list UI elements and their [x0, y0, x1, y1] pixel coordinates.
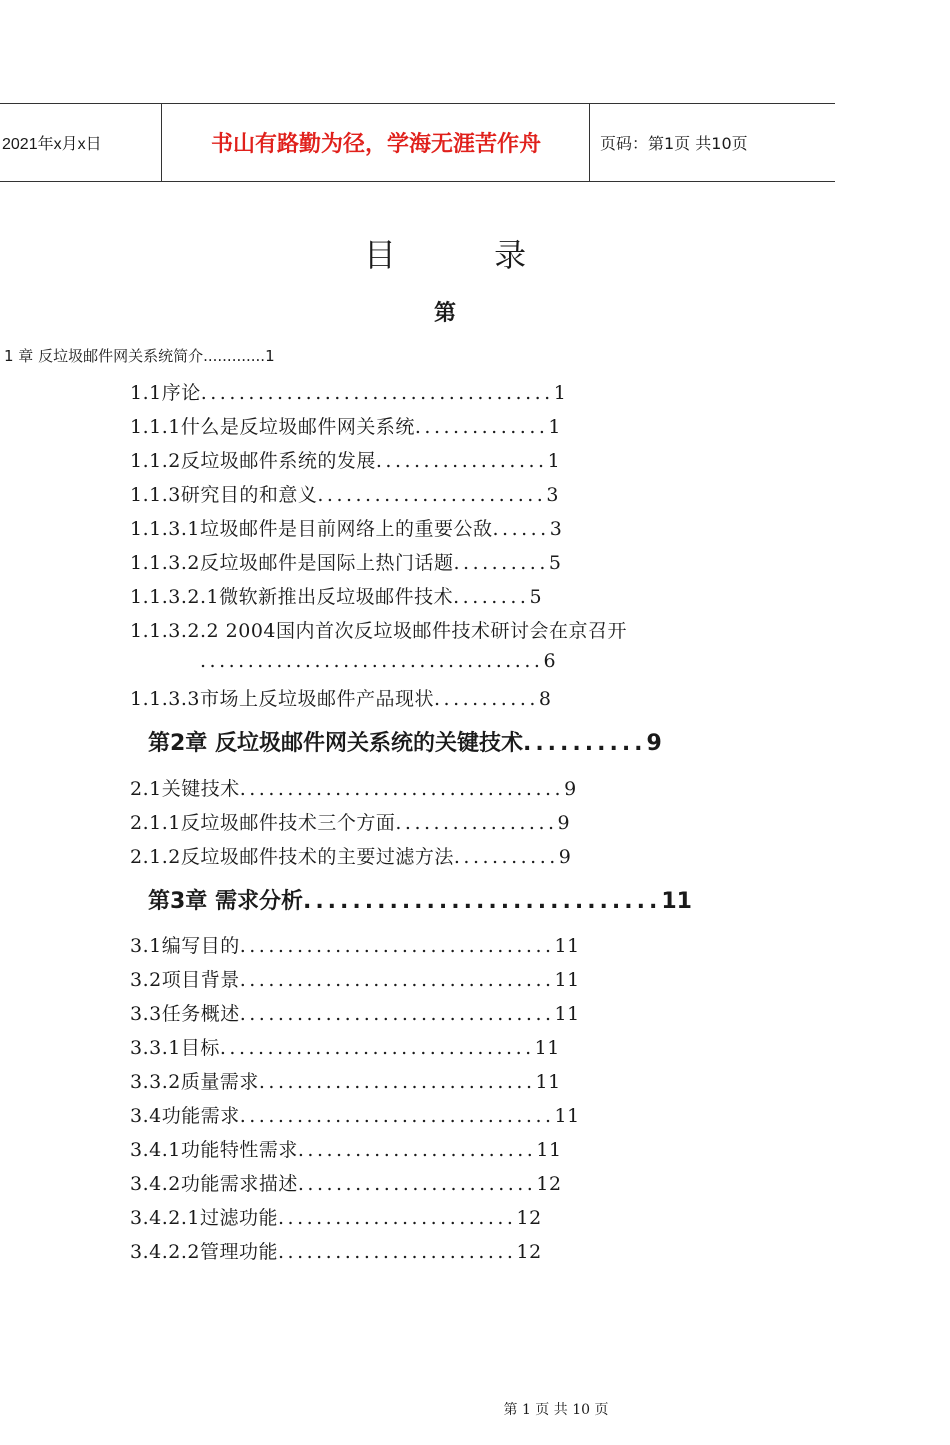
toc-entry[interactable]: 1.1.3研究目的和意义........................3: [130, 484, 559, 506]
toc-entry[interactable]: 3.3任务概述.................................11: [130, 1003, 580, 1025]
toc-entry[interactable]: 2.1关键技术..................................9: [130, 778, 577, 800]
toc-entry[interactable]: 3.4.1功能特性需求.........................11: [130, 1139, 562, 1161]
toc-entry[interactable]: 1.1.3.1垃圾邮件是目前网络上的重要公敌......3: [130, 518, 563, 540]
toc-entry[interactable]: 2.1.2反垃圾邮件技术的主要过滤方法...........9: [130, 846, 572, 868]
toc-entry[interactable]: 3.4.2.2管理功能.........................12: [130, 1241, 542, 1263]
toc-entry[interactable]: 1.1.2反垃圾邮件系统的发展..................1: [130, 450, 561, 472]
toc-chapter-2-heading[interactable]: 第2章 反垃圾邮件网关系统的关键技术..........9: [148, 731, 662, 756]
toc-entry[interactable]: 1.1序论.....................................1: [130, 382, 567, 404]
toc-entry[interactable]: 3.4.2功能需求描述.........................12: [130, 1173, 562, 1195]
toc-entry[interactable]: 3.4功能需求.................................11: [130, 1105, 580, 1127]
toc-chapter-1-heading-part2[interactable]: 1 章 反垃圾邮件网关系统简介.............1: [4, 347, 275, 365]
header-motto: 书山有路勤为径，学海无涯苦作舟: [163, 104, 590, 181]
header-page-info: 页码：第1页 共10页: [600, 134, 748, 153]
toc-entry[interactable]: 1.1.3.2反垃圾邮件是国际上热门话题..........5: [130, 552, 562, 574]
toc-chapter-1-heading-part1: 第: [433, 301, 456, 326]
toc-title: 目 录: [363, 236, 571, 274]
toc-entry[interactable]: 3.4.2.1过滤功能.........................12: [130, 1207, 542, 1229]
toc-entry[interactable]: 1.1.3.3市场上反垃圾邮件产品现状...........8: [130, 688, 552, 710]
toc-chapter-3-heading[interactable]: 第3章 需求分析.............................11: [148, 889, 692, 914]
toc-entry[interactable]: 2.1.1反垃圾邮件技术三个方面.................9: [130, 812, 571, 834]
page-header: [0, 103, 835, 182]
toc-entry[interactable]: 3.1编写目的.................................11: [130, 935, 580, 957]
toc-entry[interactable]: 3.3.1目标.................................11: [130, 1037, 560, 1059]
page-footer: 第 1 页 共 10 页: [503, 1402, 609, 1418]
toc-entry[interactable]: 1.1.1什么是反垃圾邮件网关系统..............1: [130, 416, 562, 438]
toc-entry-continuation[interactable]: ....................................6: [200, 650, 557, 672]
toc-entry[interactable]: 3.3.2质量需求.............................11: [130, 1071, 561, 1093]
toc-entry[interactable]: 3.2项目背景.................................11: [130, 969, 580, 991]
toc-entry[interactable]: 1.1.3.2.1微软新推出反垃圾邮件技术........5: [130, 586, 543, 608]
header-date: 2021年x月x日: [0, 104, 162, 181]
toc-entry[interactable]: 1.1.3.2.2 2004国内首次反垃圾邮件技术研讨会在京召开: [130, 620, 627, 642]
